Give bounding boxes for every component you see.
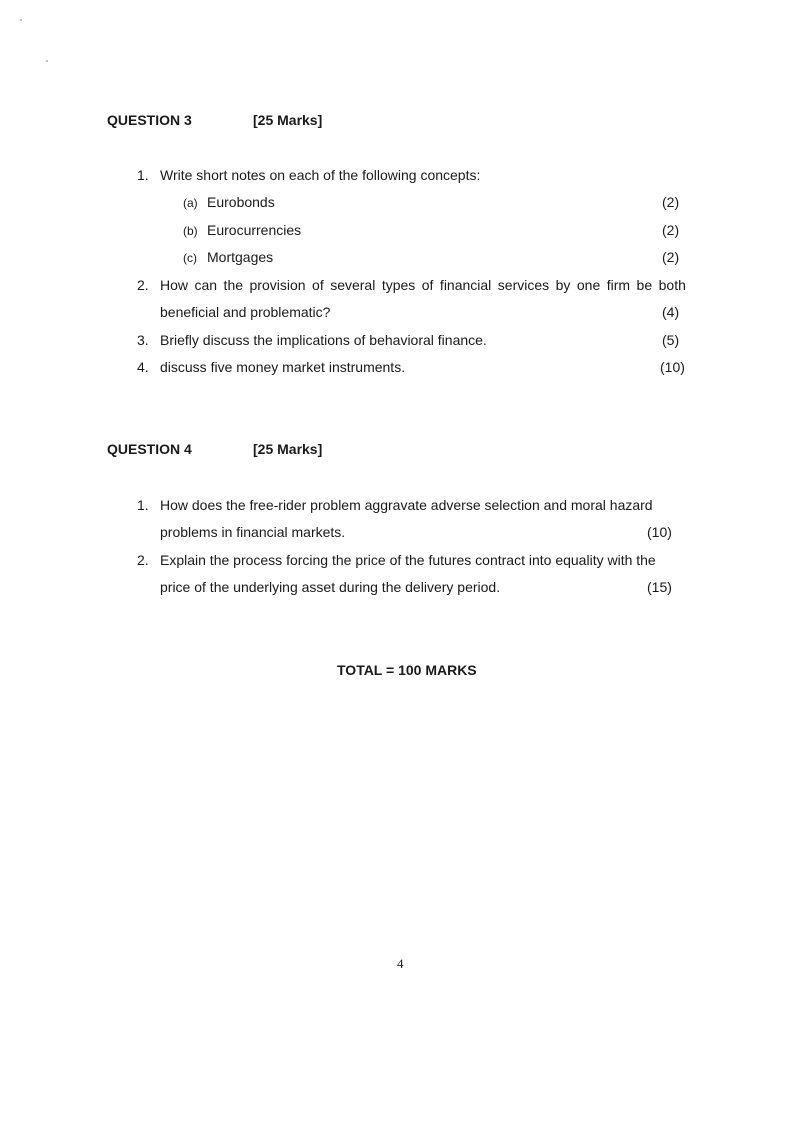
q3-item-3-number: 3. bbox=[137, 332, 149, 348]
q3-item-4-text: discuss five money market instruments. bbox=[160, 359, 406, 375]
q3-item-1-text: Write short notes on each of the following concepts: bbox=[160, 167, 481, 183]
q3-item-2-text-line1: How can the provision of several types of financial services by one firm be both bbox=[160, 277, 686, 293]
scan-speck bbox=[20, 19, 22, 21]
q3-item-3-marks: (5) bbox=[662, 332, 680, 348]
q3-subitem-a-text: Eurobonds bbox=[207, 194, 275, 210]
q3-subitem-a-letter: (a) bbox=[183, 196, 198, 210]
scan-speck bbox=[46, 60, 48, 62]
q3-item-2-number: 2. bbox=[137, 277, 149, 293]
q3-subitem-c-text: Mortgages bbox=[207, 249, 274, 265]
q4-item-1-text-line2: problems in financial markets. bbox=[160, 524, 346, 540]
q3-subitem-a-marks: (2) bbox=[662, 194, 680, 210]
q3-subitem-b-marks: (2) bbox=[662, 222, 680, 238]
q4-item-1-number: 1. bbox=[137, 497, 149, 513]
total-marks: TOTAL = 100 MARKS bbox=[337, 662, 477, 678]
page-number: 4 bbox=[397, 956, 404, 971]
q4-item-1-text-line1: How does the free-rider problem aggravate adverse selection and moral hazard bbox=[160, 497, 653, 513]
q4-item-1-marks: (10) bbox=[647, 524, 672, 540]
q3-subitem-c-marks: (2) bbox=[662, 249, 680, 265]
q4-item-2-marks: (15) bbox=[647, 579, 672, 595]
q3-item-3-text: Briefly discuss the implications of behavioral finance. bbox=[160, 332, 487, 348]
q4-item-2-text-line1: Explain the process forcing the price of the futures contract into equality with the bbox=[160, 552, 656, 568]
question-3-marks: [25 Marks] bbox=[253, 112, 323, 128]
q3-item-4-number: 4. bbox=[137, 359, 149, 375]
q3-item-2-marks: (4) bbox=[662, 304, 680, 320]
q4-item-2-number: 2. bbox=[137, 552, 149, 568]
question-4-title: QUESTION 4 bbox=[107, 441, 192, 457]
q3-item-1-number: 1. bbox=[137, 167, 149, 183]
q4-item-2-text-line2: price of the underlying asset during the delivery period. bbox=[160, 579, 501, 595]
question-3-title: QUESTION 3 bbox=[107, 112, 192, 128]
q3-subitem-b-letter: (b) bbox=[183, 224, 198, 238]
q3-item-2-text-line2: beneficial and problematic? bbox=[160, 304, 331, 320]
q3-subitem-b-text: Eurocurrencies bbox=[207, 222, 302, 238]
question-4-marks: [25 Marks] bbox=[253, 441, 323, 457]
q3-subitem-c-letter: (c) bbox=[183, 251, 197, 265]
q3-item-4-marks: (10) bbox=[660, 359, 685, 375]
